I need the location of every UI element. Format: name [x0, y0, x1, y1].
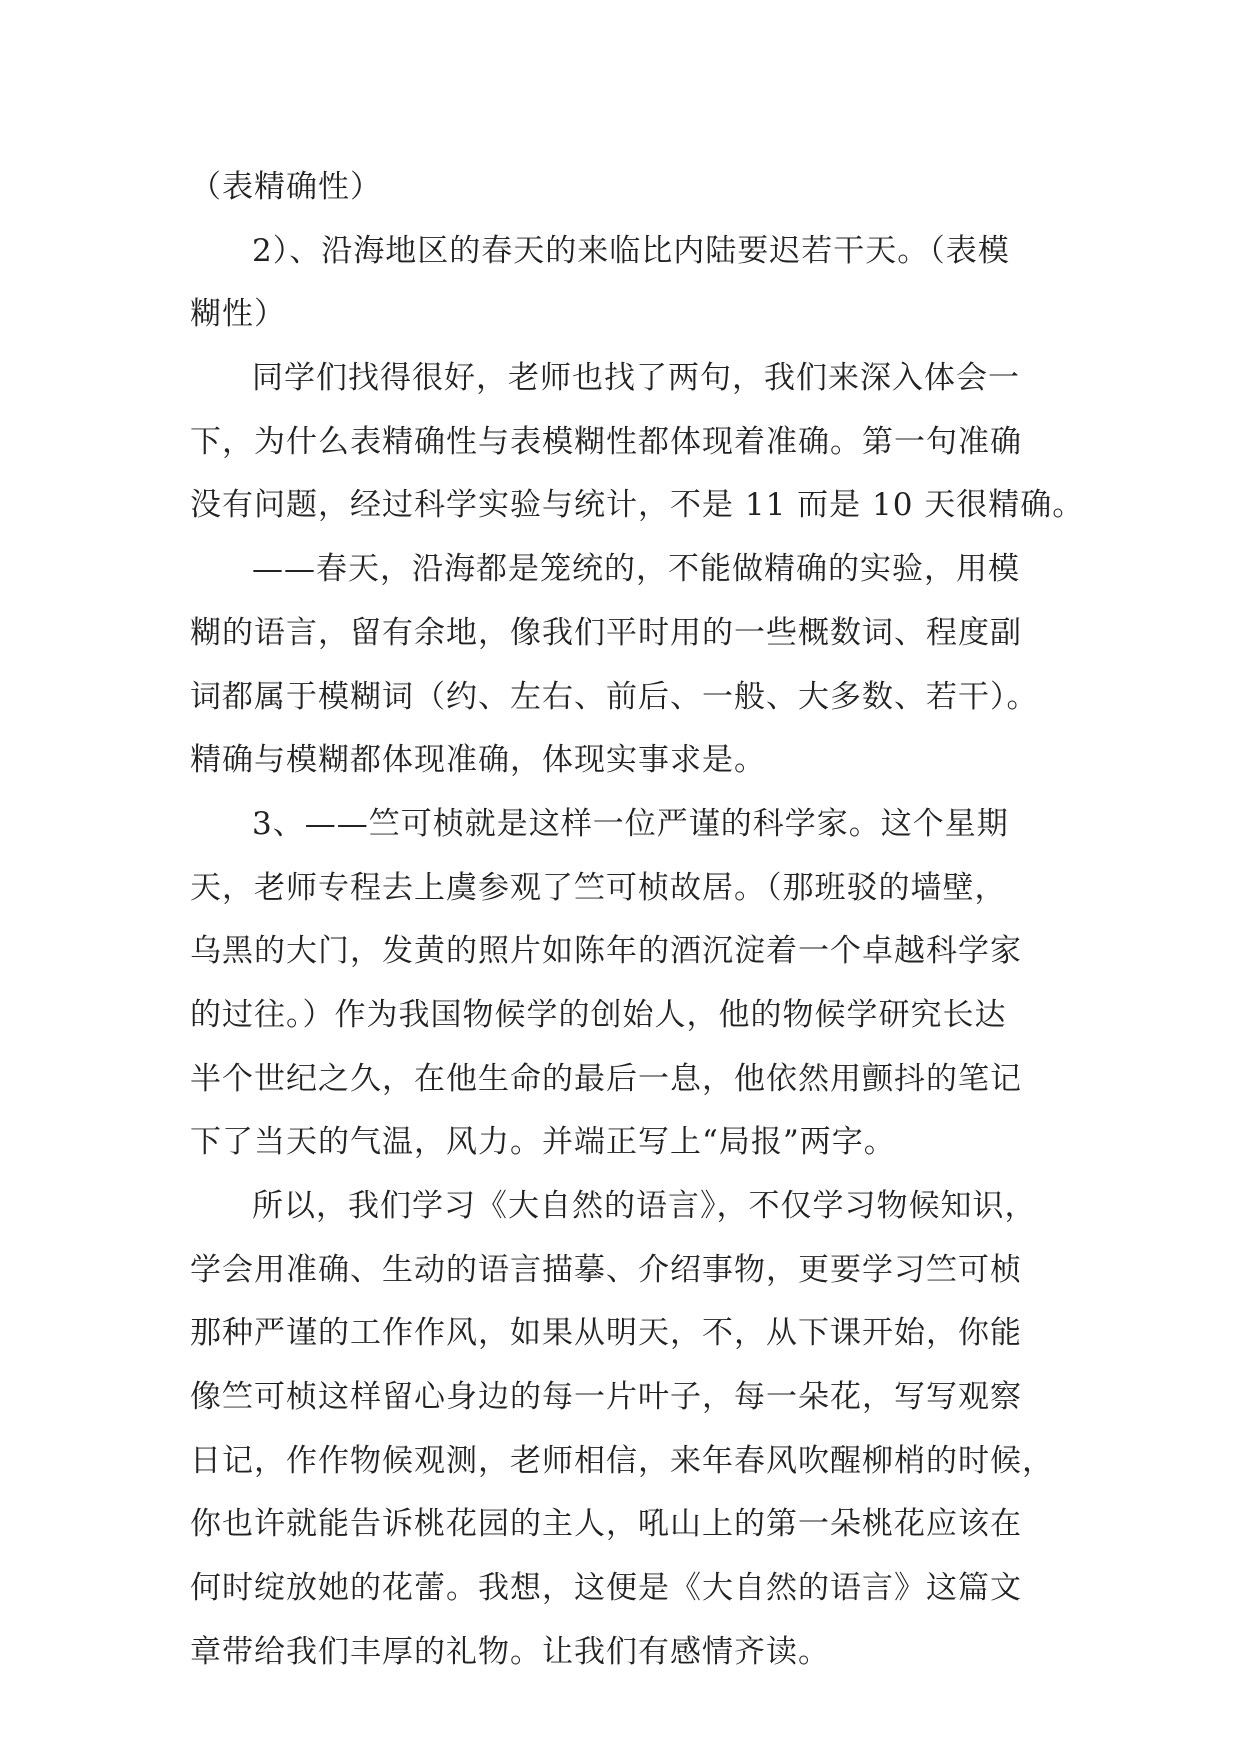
text-line: 何时绽放她的花蕾。我想，这便是《大自然的语言》这篇文	[190, 1570, 1022, 1607]
text-line: 下了当天的气温，风力。并端正写上“局报”两字。	[190, 1124, 896, 1161]
text-line: 天，老师专程去上虞参观了竺可桢故居。（那班驳的墙壁，	[190, 869, 1007, 906]
text-line: 精确与模糊都体现准确，体现实事求是。	[190, 742, 766, 779]
text-line: ——春天，沿海都是笼统的，不能做精确的实验，用模	[252, 551, 1020, 588]
text-line: 乌黑的大门，发黄的照片如陈年的酒沉淀着一个卓越科学家	[190, 933, 1022, 970]
text-line: 所以，我们学习《大自然的语言》，不仅学习物候知识，	[252, 1188, 1037, 1224]
text-line: 那种严谨的工作作风，如果从明天，不，从下课开始，你能	[190, 1315, 1022, 1352]
text-line: 3、——竺可桢就是这样一位严谨的科学家。这个星期	[252, 805, 1009, 842]
text-line: 同学们找得很好，老师也找了两句，我们来深入体会一	[252, 360, 1020, 397]
text-line: 词都属于模糊词（约、左右、前后、一般、大多数、若干）。	[190, 678, 1039, 715]
text-line: 2）、沿海地区的春天的来临比内陆要迟若干天。（表模	[252, 232, 1010, 269]
text-line: 糊性）	[190, 296, 286, 333]
document-body	[190, 156, 1085, 1685]
text-line: 糊的语言，留有余地，像我们平时用的一些概数词、程度副	[190, 614, 1022, 651]
text-line: （表精确性）	[190, 169, 382, 205]
text-line: 学会用准确、生动的语言描摹、介绍事物，更要学习竺可桢	[190, 1251, 1022, 1288]
text-line: 下，为什么表精确性与表模糊性都体现着准确。第一句准确	[190, 423, 1022, 460]
text-line: 章带给我们丰厚的礼物。让我们有感情齐读。	[190, 1633, 830, 1670]
text-line: 半个世纪之久，在他生命的最后一息，他依然用颤抖的笔记	[190, 1060, 1022, 1097]
text-line: 日记，作作物候观测，老师相信，来年春风吹醒柳梢的时候，	[190, 1442, 1054, 1479]
text-line: 像竺可桢这样留心身边的每一片叶子，每一朵花，写写观察	[190, 1379, 1022, 1416]
text-line: 你也许就能告诉桃花园的主人，吼山上的第一朵桃花应该在	[190, 1506, 1022, 1543]
text-line: 没有问题，经过科学实验与统计，不是 11 而是 10 天很精确。	[190, 487, 1085, 524]
text-line: 的过往。）作为我国物候学的创始人，他的物候学研究长达	[190, 996, 1007, 1033]
